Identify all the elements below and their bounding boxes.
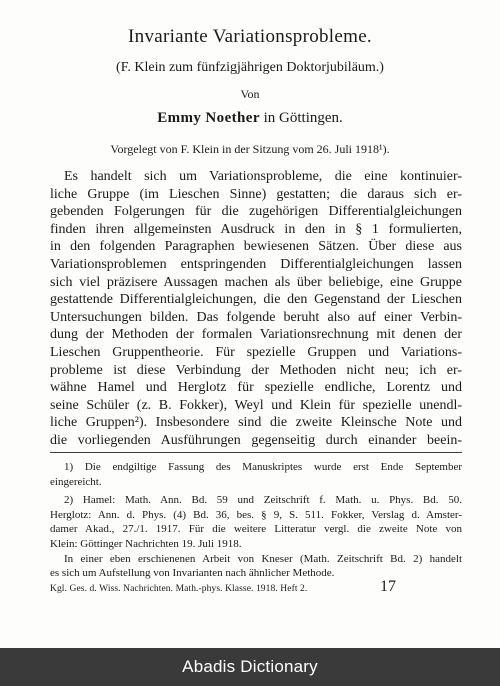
footnotes bbox=[50, 460, 462, 581]
presented-note: Vorgelegt von F. Klein in der Sitzung vom 26. Juli 1918¹). bbox=[110, 142, 390, 156]
byline-von: Von bbox=[240, 87, 260, 101]
paper-title: Invariante Variationsprobleme. bbox=[128, 26, 372, 47]
body-line: die vorliegenden Ausführungen gegenseitig durch einander beein- bbox=[50, 432, 462, 448]
footnote-line: damer Akad., 27./1. 1917. Für die weitere Litteratur vergl. die zweite Note von bbox=[50, 523, 462, 536]
body-line: liche Gruppen²). Insbesondere sind die zweite Kleinsche Note und bbox=[50, 415, 462, 431]
footnote-line: eingereicht. bbox=[50, 475, 102, 488]
body-line: probleme ist diese Verbindung der Methoden nicht neu; ich er- bbox=[50, 362, 462, 378]
body-line: wähne Hamel und Herglotz für spezielle endliche, Lorentz und bbox=[50, 380, 462, 396]
author-name: Emmy Noether bbox=[157, 110, 260, 126]
page-number: 17 bbox=[380, 578, 396, 595]
footnote-line: 2) Hamel: Math. Ann. Bd. 59 und Zeitschrift f. Math. u. Phys. Bd. 50. bbox=[64, 494, 462, 507]
body-line: dung der Methoden der formalen Variationsrechnung mit denen der bbox=[50, 327, 462, 343]
author-line bbox=[0, 110, 500, 127]
body-line: Untersuchungen bilden. Das folgende beruht also auf einer Verbin- bbox=[50, 309, 462, 325]
body-line: in den folgenden Paragraphen bewiesenen Sätzen. Über diese aus bbox=[50, 239, 462, 255]
footnote-line: Herglotz: Ann. d. Phys. (4) Bd. 36, bes. § 9, S. 511. Fokker, Verslag d. Amster- bbox=[50, 508, 462, 521]
footnote-line: In einer eben erschienenen Arbeit von Kneser (Math. Zeitschrift Bd. 2) handelt bbox=[64, 552, 462, 565]
footnote-line: 1) Die endgiltige Fassung des Manuskriptes wurde erst Ende September bbox=[64, 461, 462, 473]
journal-reference: Kgl. Ges. d. Wiss. Nachrichten. Math.-phys. Klasse. 1918. Heft 2. bbox=[50, 584, 308, 594]
page-footer bbox=[50, 578, 462, 598]
banner-text: Abadis Dictionary bbox=[182, 657, 318, 676]
paper-subtitle: (F. Klein zum fünfzigjährigen Doktorjubiläum.) bbox=[116, 60, 384, 75]
body-line: seine Schüler (z. B. Fokker), Weyl und Klein für spezielle unendl- bbox=[50, 397, 462, 413]
body-paragraph bbox=[50, 168, 462, 450]
footnote-rule bbox=[50, 452, 462, 453]
site-banner bbox=[0, 648, 500, 686]
body-line: Es handelt sich um Variationsprobleme, die eine kontinuier- bbox=[64, 169, 462, 184]
author-place: in Göttingen. bbox=[259, 110, 343, 126]
body-line: Variationsproblemen entspringenden Differentialgleichungen lassen bbox=[50, 256, 462, 272]
body-line: sich viel präzisere Aussagen machen als über beliebige, eine Gruppe bbox=[50, 274, 462, 290]
footnote-line: Klein: Göttinger Nachrichten 19. Juli 1918. bbox=[50, 537, 242, 550]
body-line: Lieschen Gruppentheorie. Für spezielle Gruppen und Variations- bbox=[50, 344, 462, 360]
footnote-line: es sich um Aufstellung von Invarianten nach ähnlicher Methode. bbox=[50, 567, 335, 580]
body-line: gebenden Folgerungen für die zugehörigen Differentialgleichungen bbox=[50, 204, 462, 220]
body-line: liche Gruppe (im Lieschen Sinne) gestatten; die daraus sich er- bbox=[50, 186, 462, 202]
body-line: finden ihren allgemeinsten Ausdruck in den in § 1 formulierten, bbox=[50, 221, 462, 237]
body-line: gestattende Differentialgleichungen, die den Gegenstand der Lieschen bbox=[50, 292, 462, 308]
